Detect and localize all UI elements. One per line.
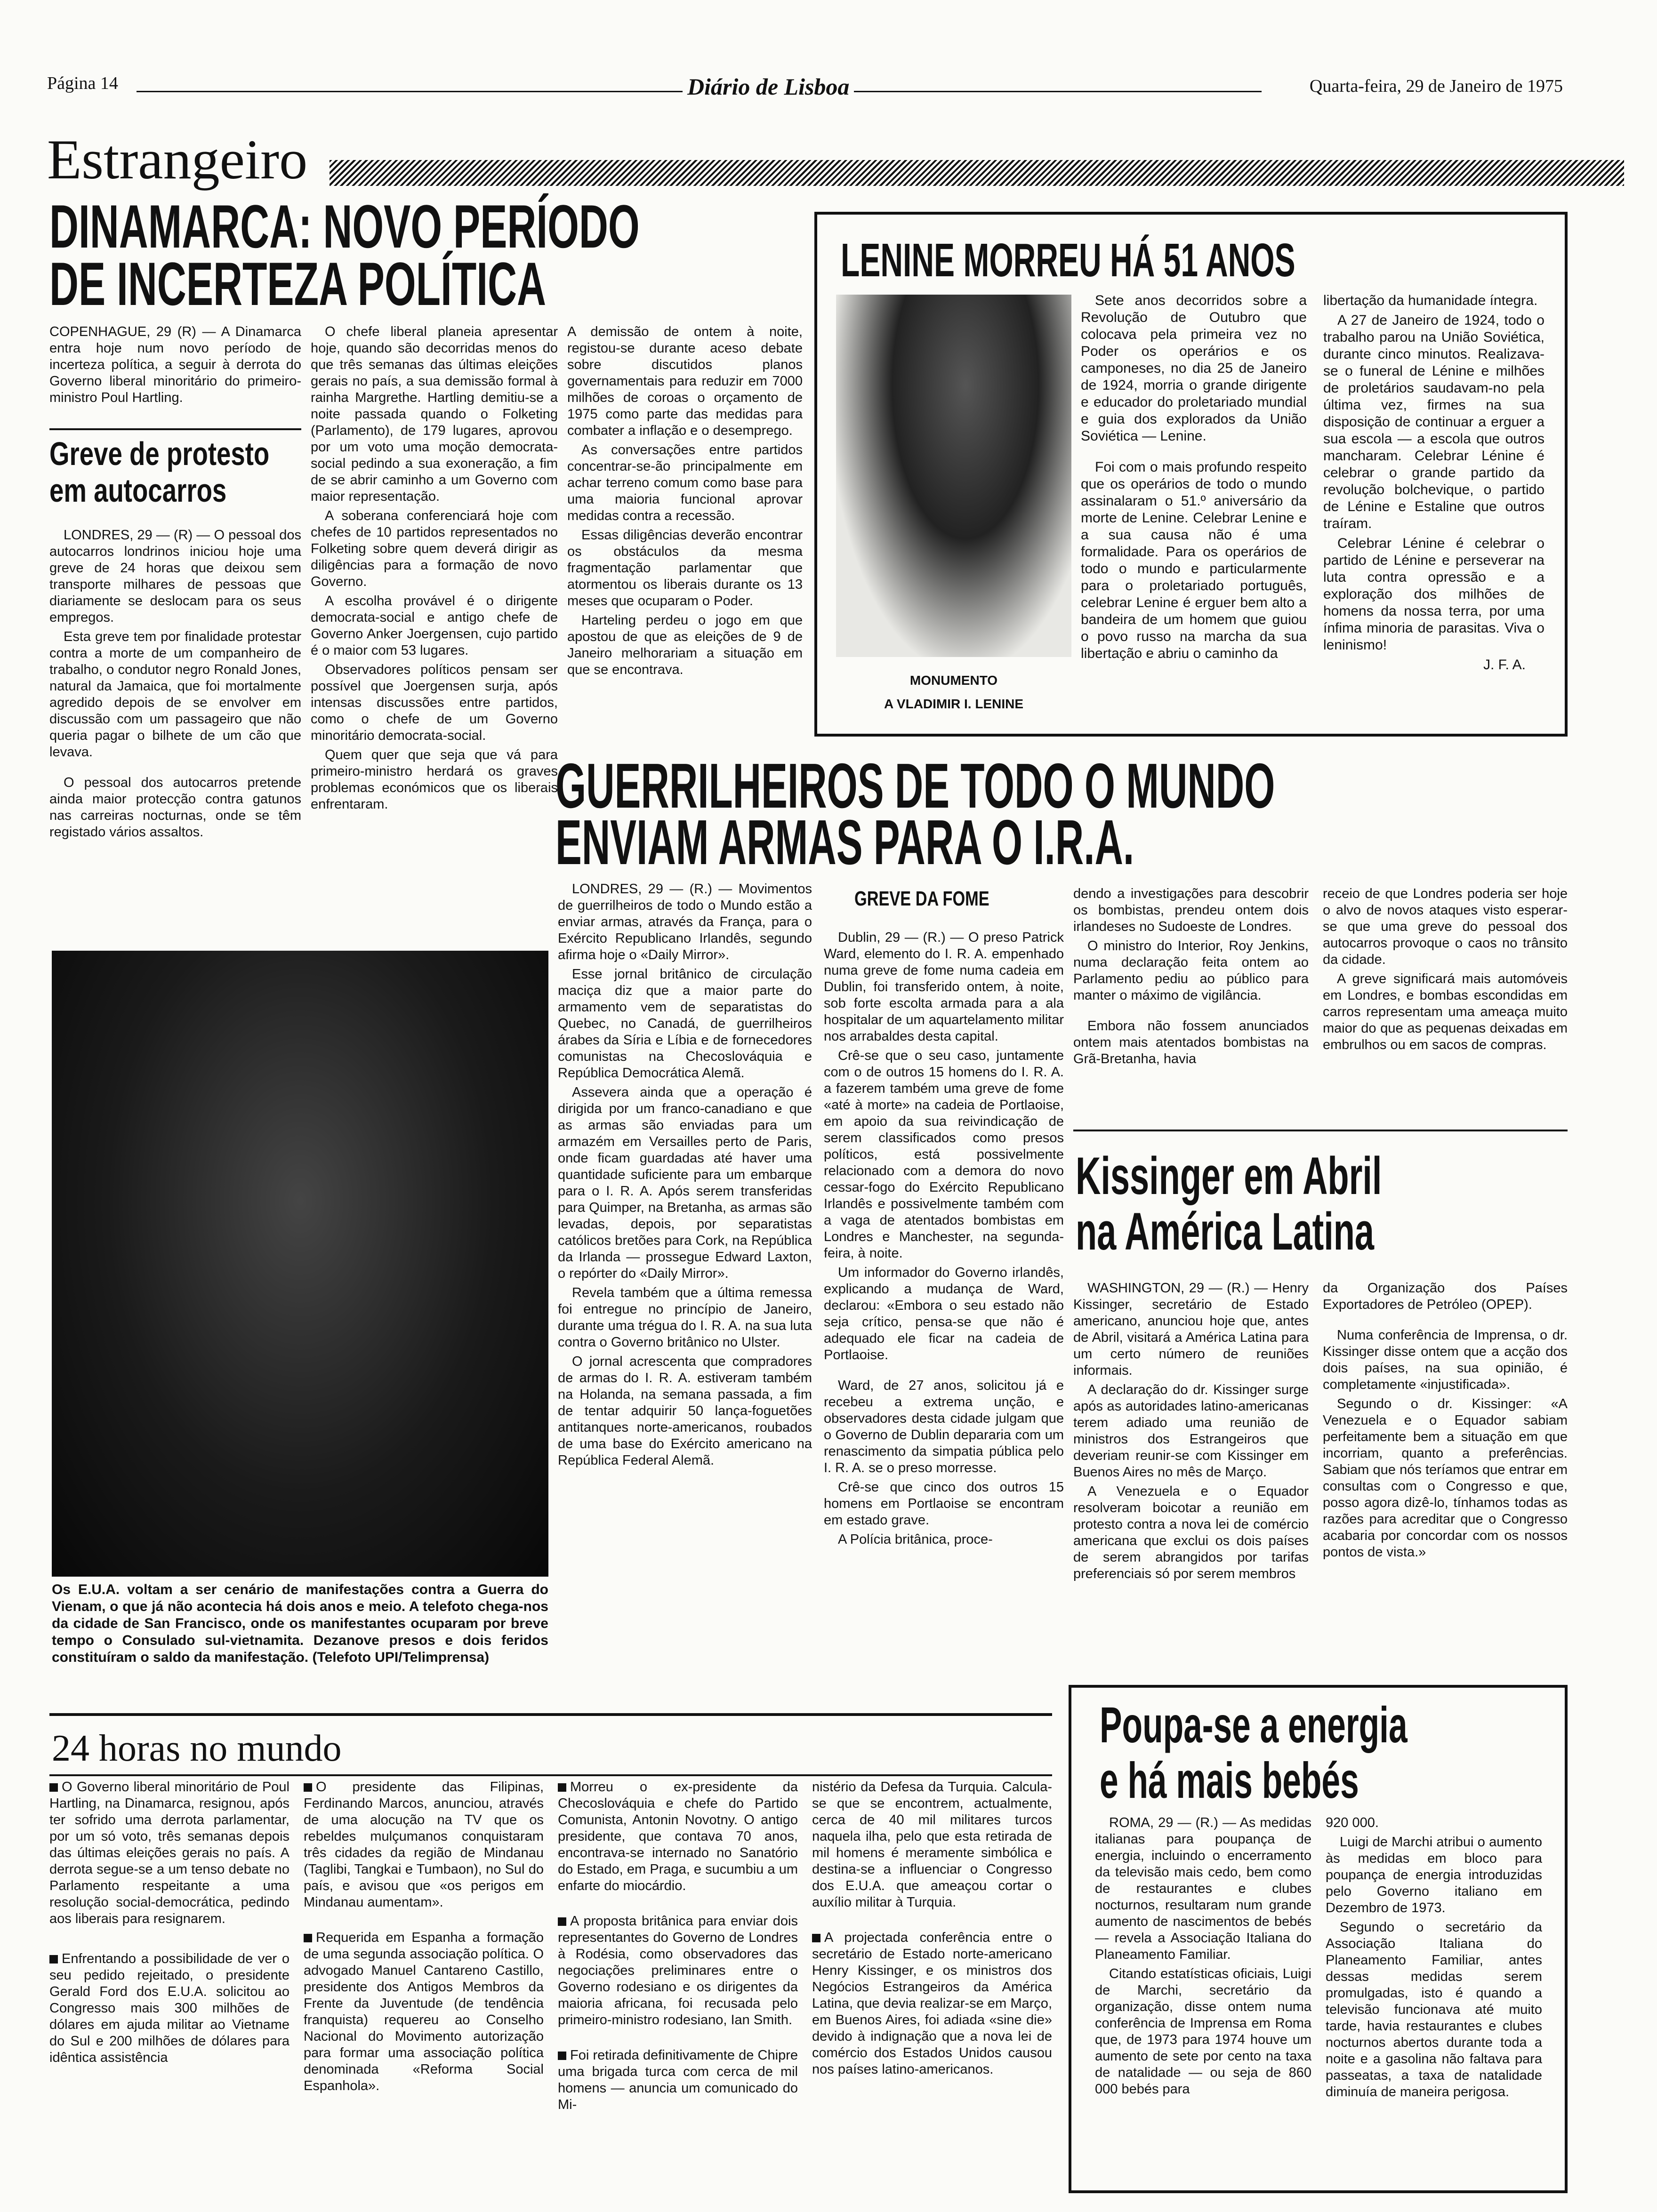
lenine-caption bbox=[836, 669, 1071, 716]
energia-c1b: Citando estatísticas oficiais, Luigi de Marchi, secretário da organização, disse ontem numa conferência de Imprensa em Roma que, de 1973 para 1974 houve um aumento de sete por cento na taxa de natalidade — ou seja de 860 000 bebés para bbox=[1095, 1966, 1311, 2097]
horas-item bbox=[49, 1951, 290, 2066]
guerrilheiros-c1d: Revela também que a última remessa foi entregue no princípio de Janeiro, durante uma trégua do I. R. A. na sua luta contra o Governo britânico no Ulster. bbox=[558, 1285, 812, 1350]
guerrilheiros-c4a: receio de que Londres poderia ser hoje o alvo de novos ataques visto esperar-se que uma greve do pessoal dos autocarros provoque o caos no trânsito da cidade. bbox=[1323, 886, 1568, 967]
guerrilheiros-c1a: LONDRES, 29 — (R.) — Movimentos de guerrilheiros de todo o Mundo estão a enviar armas, através da França, para o Exército Republicano Irlandês, segundo afirma hoje o «Daily Mirror». bbox=[558, 882, 812, 962]
kissinger-headline-line2: na América Latina bbox=[1076, 1202, 1375, 1261]
dinamarca-c2b: A soberana conferenciará hoje com chefes de 10 partidos representados no Folketing sobre quem deverá dirigir as diligências para a formação de novo Governo. bbox=[311, 508, 558, 589]
kissinger-col1 bbox=[1073, 1280, 1309, 1585]
horas-item bbox=[304, 1930, 544, 2094]
guerrilheiros-c3b: O ministro do Interior, Roy Jenkins, numa declaração feita ontem ao Parlamento pediu ao público para manter o máximo de vigilância. bbox=[1073, 938, 1309, 1003]
guerrilheiros-headline-line2: ENVIAM ARMAS PARA O I.R.A. bbox=[555, 807, 1134, 878]
guerrilheiros-c1c: Assevera ainda que a operação é dirigida por um franco-canadiano e que as armas são enviadas para um armazém em Versailles perto de Paris, onde ficam guardadas até haver uma quantidade suficiente para um embarque para o I. R. A. Após serem transferidas para Quimper, na Bretanha, as armas são levadas, depois, por separatistas católicos bretões para Cork, na República da Irlanda — prossegue Edward Laxton, o repórter do «Daily Mirror». bbox=[558, 1085, 812, 1281]
guerrilheiros-c2b: Crê-se que o seu caso, juntamente com o de outros 15 homens do I. R. A. a fazerem também uma greve de fome «até à morte» na cadeia de Portlaoise, em apoio da sua reivindicação de serem classificados como presos políticos, está possivelmente relacionado com a demora do novo cessar-fogo do Exército Republicano Irlandês e possivelmente também com a vaga de atentados bombistas em Londres e Manchester, na segunda-feira, à noite. bbox=[824, 1048, 1064, 1261]
dinamarca-col3 bbox=[567, 324, 803, 681]
divider bbox=[49, 1713, 1052, 1716]
bullet-icon bbox=[49, 1783, 58, 1792]
horas-item bbox=[558, 1913, 798, 2028]
guerrilheiros-col3 bbox=[1073, 886, 1309, 1070]
greve-body bbox=[49, 527, 301, 843]
greve-da-fome-subhead: GREVE DA FOME bbox=[854, 887, 989, 910]
bullet-icon bbox=[558, 2052, 566, 2060]
masthead: Diário de Lisboa bbox=[683, 73, 854, 100]
lenine-col1 bbox=[1081, 292, 1307, 665]
greve-headline-line2: em autocarros bbox=[49, 472, 227, 509]
guerrilheiros-c2d: Ward, de 27 anos, solicitou já e recebeu a extrema unção, e observadores desta cidade julgam que o Governo de Dublin depararia com um renascimento da simpatia pública pelo I. R. A. se o preso morresse. bbox=[824, 1378, 1064, 1475]
energia-box bbox=[1069, 1685, 1568, 2193]
energia-c2c: Segundo o secretário da Associação Italiana do Planeamento Familiar, antes dessas medidas serem promulgadas, isto é quando a televisão funcionava até muito tarde, havia restaurantes e clubes nocturnos abertos durante toda a noite e a gasolina não faltava para passeatas, a taxa de natalidade diminuía de maneira perigosa. bbox=[1326, 1920, 1542, 2100]
page-header bbox=[47, 73, 1563, 101]
horas-c3c: Foi retirada definitivamente de Chipre uma brigada turca com cerca de mil homens — anuncia um comunicado do Mi- bbox=[558, 2048, 798, 2112]
page-number: Página 14 bbox=[47, 73, 118, 93]
dinamarca-col2 bbox=[311, 324, 558, 816]
horas-col3 bbox=[558, 1779, 798, 2116]
guerrilheiros-c4b: A greve significará mais automóveis em Londres, e bombas escondidas em carros representam uma ameaça muito maior do que as pequenas deixadas em embrulhos ou em sacos de compras. bbox=[1323, 971, 1568, 1052]
lenine-caption-line2: A VLADIMIR I. LENINE bbox=[884, 697, 1024, 711]
horas-c3a: Morreu o ex-presidente da Checoslováquia e chefe do Partido Comunista, Antonin Novotny. O antigo presidente, que contava 70 anos, encontrava-se internado no Sanatório do Estado, em Praga, e sucumbiu a um enfarte do miocárdio. bbox=[558, 1779, 798, 1893]
greve-p2: Esta greve tem por finalidade protestar contra a morte de um companheiro de trabalho, o condutor negro Ronald Jones, natural da Jamaica, que foi mortalmente agredido depois de se envolver em discussão com um passageiro que não queria pagar o bilhete de um cão que levava. bbox=[49, 629, 301, 760]
greve-p1: LONDRES, 29 — (R) — O pessoal dos autocarros londrinos iniciou hoje uma greve de 24 horas que deixou sem transporte milhares de pessoas que diariamente se deslocam para os seus empregos. bbox=[49, 528, 301, 625]
lenine-c2a: libertação da humanidade íntegra. bbox=[1323, 293, 1538, 308]
lenine-c1b: Foi com o mais profundo respeito que os operários de todo o mundo assinalaram o 51.º aniversário da morte de Lenine. Celebrar Lenine e a sua causa não é uma formalidade. Para os operários de todo o mundo e particularmente para o proletariado português, celebrar Lenine é erguer bem alto a bandeira de um homem que guiou o povo russo na marcha da sua libertação e abriu o caminho da bbox=[1081, 459, 1307, 661]
guerrilheiros-c1b: Esse jornal britânico de circulação maciça diz que a maior parte do armamento vem de separatistas do Quebec, no Canadá, de guerrilheiros árabes da Síria e Líbia e de fornecedores comunistas na Checoslováquia e República Democrática Alemã. bbox=[558, 967, 812, 1081]
protest-photo-caption: Os E.U.A. voltam a ser cenário de manifestações contra a Guerra do Vienam, o que já não acontecia há dois anos e meio. A telefoto chega-nos da cidade de San Francisco, onde os manifestantes ocuparam por breve tempo o Consulado sul-vietnamita. Dezanove presos e dois feridos constituíram o saldo da manifestação. (Telefoto UPI/Telimprensa) bbox=[52, 1582, 548, 1665]
guerrilheiros-col2 bbox=[824, 930, 1064, 1551]
dinamarca-c3b: As conversações entre partidos concentrar-se-ão principalmente em achar terreno comum como base para uma maioria funcional aprovar medidas contra a recessão. bbox=[567, 442, 803, 523]
guerrilheiros-col1 bbox=[558, 881, 812, 1472]
guerrilheiros-c2f: A Polícia britânica, proce- bbox=[838, 1532, 993, 1547]
dinamarca-c2c: A escolha provável é o dirigente democrata-social e antigo chefe de Governo Anker Joergensen, cujo partido é o maior com 53 lugares. bbox=[311, 593, 558, 658]
lenine-c1a: Sete anos decorridos sobre a Revolução de Outubro que colocava pela primeira vez no Poder os operários e os camponeses, no dia 25 de Janeiro de 1924, morria o grande dirigente e educador do proletariado mundial e guia dos explorados da União Soviética — Lenine. bbox=[1081, 293, 1307, 444]
horas-title: 24 horas no mundo bbox=[52, 1728, 342, 1769]
kissinger-c2a: da Organização dos Países Exportadores de Petróleo (OPEP). bbox=[1323, 1281, 1568, 1312]
greve-headline-line1: Greve de protesto bbox=[49, 435, 270, 472]
bullet-icon bbox=[49, 1955, 58, 1964]
guerrilheiros-c3a: dendo a investigações para descobrir os bombistas, prendeu ontem dois irlandeses no Sudoeste de Londres. bbox=[1073, 886, 1309, 934]
guerrilheiros-c3c: Embora não fossem anunciados ontem mais atentados bombistas na Grã-Bretanha, havia bbox=[1073, 1018, 1309, 1066]
guerrilheiros-col4 bbox=[1323, 886, 1568, 1056]
greve-headline bbox=[49, 435, 306, 509]
lenine-col2 bbox=[1323, 292, 1544, 673]
divider bbox=[1073, 1130, 1568, 1131]
horas-col4 bbox=[812, 1779, 1052, 2081]
kissinger-c2c: Segundo o dr. Kissinger: «A Venezuela e o Equador sabiam perfeitamente bem a situação em que incorriam, quanto a preferências. Sabiam que nós teríamos que entrar em consultas com o Congresso e que, posso agora dizê-lo, tínhamos todas as razões para acreditar que o Congresso acabaria por concordar com os nossos pontos de vista.» bbox=[1323, 1396, 1568, 1560]
horas-c4a: nistério da Defesa da Turquia. Calcula-se que se encontrem, actualmente, cerca de 40 mil militares turcos naquela ilha, pelo que esta retirada de mil homens é meramente simbólica e destina-se a influenciar o Congresso dos E.U.A. que ameaçou cortar o auxílio militar à Turquia. bbox=[812, 1779, 1052, 1910]
dinamarca-headline-line2: DE INCERTEZA POLÍTICA bbox=[49, 249, 547, 318]
guerrilheiros-headline-line1: GUERRILHEIROS DE TODO O MUNDO bbox=[555, 750, 1275, 821]
horas-item bbox=[812, 1930, 1052, 2078]
guerrilheiros-c1e: O jornal acrescenta que compradores de armas do I. R. A. estiveram também na Holanda, na semana passada, a fim de tentar adquirir 50 lança-foguetões antitanques norte-americanos, roubados de uma base do Exército americano na República Federal Alemã. bbox=[558, 1354, 812, 1468]
energia-c1a: ROMA, 29 — (R.) — As medidas italianas para poupança de energia, incluindo o encerramento da televisão mais cedo, bem como de restaurantes e clubes nocturnos, resultaram num grande aumento de nascimentos de bebés — revela a Associação Italiana do Planeamento Familiar. bbox=[1095, 1815, 1311, 1962]
bullet-icon bbox=[812, 1934, 820, 1942]
energia-headline bbox=[1100, 1697, 1408, 1808]
bullet-icon bbox=[304, 1783, 312, 1792]
horas-item bbox=[558, 2047, 798, 2113]
horas-col1 bbox=[49, 1779, 290, 2069]
dinamarca-c3a: A demissão de ontem à noite, registou-se durante aceso debate sobre discutidos planos governamentais para reduzir em 7000 milhões de coroas o orçamento de 1975 como parte das medidas para combater a inflação e o desemprego. bbox=[567, 324, 803, 438]
bullet-icon bbox=[304, 1934, 312, 1942]
dinamarca-c2d: Observadores políticos pensam ser possível que Joergensen surja, após intensas discussões entre partidos, como o chefe de um Governo minoritário democrata-social. bbox=[311, 662, 558, 743]
horas-item bbox=[49, 1779, 290, 1927]
energia-c2b: Luigi de Marchi atribui o aumento às medidas em bloco para poupança de energia introduzidas pelo Governo italiano em Dezembro de 1973. bbox=[1326, 1835, 1542, 1915]
horas-c1b: Enfrentando a possibilidade de ver o seu pedido rejeitado, o presidente Gerald Ford dos E.U.A. solicitou ao Congresso mais 300 milhões de dólares em ajuda militar ao Vietname do Sul e 200 milhões de dólares para idêntica assistência bbox=[49, 1951, 290, 2065]
lenine-headline: LENINE MORREU HÁ 51 ANOS bbox=[841, 234, 1295, 287]
horas-col2 bbox=[304, 1779, 544, 2097]
horas-item bbox=[304, 1779, 544, 1911]
section-hatch bbox=[330, 160, 1624, 186]
horas-c3b: A proposta britânica para enviar dois representantes do Governo de Londres à Rodésia, como observadores das negociações preliminares entre o Governo rodesiano e os dirigentes da maioria africana, foi recusada pelo primeiro-ministro rodesiano, Ian Smith. bbox=[558, 1914, 798, 2028]
dinamarca-headline bbox=[49, 192, 764, 318]
guerrilheiros-c2a: Dublin, 29 — (R.) — O preso Patrick Ward, elemento do I. R. A. empenhado numa greve de fome numa cadeia em Dublin, foi transferido ontem, à noite, sob forte escolta armada para a ala hospitalar de um aquartelamento militar nos arrabaldes desta capital. bbox=[824, 930, 1064, 1044]
horas-c1a: O Governo liberal minoritário de Poul Hartling, na Dinamarca, resignou, após ter sofrido uma derrota parlamentar, por um só voto, três semanas depois das últimas eleições gerais no país. A derrota segue-se a um tenso debate no Parlamento respeitante a uma resolução social-democrática, pedindo aos liberais para resignarem. bbox=[49, 1779, 290, 1926]
dinamarca-c3d: Harteling perdeu o jogo em que apostou de que as eleições de 9 de Janeiro melhorariam a situação em que se encontrava. bbox=[567, 613, 803, 677]
energia-col1 bbox=[1095, 1815, 1311, 2100]
energia-headline-line2: e há mais bebés bbox=[1100, 1752, 1359, 1809]
guerrilheiros-headline bbox=[555, 750, 1275, 878]
lenine-signature: J. F. A. bbox=[1483, 657, 1526, 673]
issue-date: Quarta-feira, 29 de Janeiro de 1975 bbox=[1309, 76, 1563, 96]
kissinger-headline-line1: Kissinger em Abril bbox=[1076, 1146, 1382, 1205]
energia-col2 bbox=[1326, 1815, 1542, 2103]
kissinger-c1b: A declaração do dr. Kissinger surge após as autoridades latino-americanas terem adiado uma reunião de ministros dos Estrangeiros que deveriam reunir-se com Kissinger em Buenos Aires no mês de Março. bbox=[1073, 1382, 1309, 1480]
divider bbox=[49, 1774, 1052, 1776]
lenine-caption-line1: MONUMENTO bbox=[909, 673, 998, 688]
kissinger-col2 bbox=[1323, 1280, 1568, 1563]
kissinger-c1a: WASHINGTON, 29 — (R.) — Henry Kissinger, secretário de Estado americano, anunciou hoje que, antes de Abril, visitará a América Latina para um certo número de reuniões informais. bbox=[1073, 1281, 1309, 1378]
lenine-c2c: Celebrar Lénine é celebrar o partido de Lénine e perseverar na luta contra opressão e a exploração dos milhões de homens da nossa terra, por uma ínfima minoria de parasitas. Viva o leninismo! bbox=[1323, 536, 1544, 653]
guerrilheiros-c2e: Crê-se que cinco dos outros 15 homens em Portlaoise se encontram em estado grave. bbox=[824, 1480, 1064, 1528]
protest-photo bbox=[52, 951, 548, 1577]
kissinger-c1c: A Venezuela e o Equador resolveram boicotar a reunião em protesto contra a nova lei de comércio americana que exclui os dois países de serem abrangidos por tarifas preferenciais só por serem membros bbox=[1073, 1484, 1309, 1581]
dinamarca-lead: COPENHAGUE, 29 (R) — A Dinamarca entra hoje num novo período de incerteza política, a seguir à derrota do Governo liberal minoritário do primeiro-ministro Poul Hartling. bbox=[49, 324, 301, 405]
lenine-box bbox=[814, 212, 1568, 737]
divider bbox=[49, 428, 301, 430]
bullet-icon bbox=[558, 1783, 566, 1792]
bullet-icon bbox=[558, 1917, 566, 1926]
lenine-monument-photo bbox=[836, 295, 1071, 657]
dinamarca-c3c: Essas diligências deverão encontrar os obstáculos da mesma fragmentação parlamentar que atormentou os liberais durante os 13 meses que ocuparam o Poder. bbox=[567, 528, 803, 609]
guerrilheiros-c2c: Um informador do Governo irlandês, explicando a mudança de Ward, declarou: «Embora o seu estado não seja crítico, pensa-se que não é adequado ele ficar na cadeia de Portlaoise. bbox=[824, 1265, 1064, 1362]
dinamarca-c2e: Quem quer que seja que vá para primeiro-ministro herdará os graves problemas económicos que os liberais enfrentaram. bbox=[311, 747, 558, 812]
section-title: Estrangeiro bbox=[47, 128, 308, 191]
energia-headline-line1: Poupa-se a energia bbox=[1100, 1696, 1408, 1753]
horas-c4b: A projectada conferência entre o secretário de Estado norte-americano Henry Kissinger, e os ministros dos Negócios Estrangeiros da América Latina, que devia realizar-se em Março, em Buenos Aires, foi adiada «sine die» devido à indignação que a nova lei de comércio dos Estados Unidos causou nos países latino-americanos. bbox=[812, 1930, 1052, 2077]
dinamarca-col1 bbox=[49, 324, 301, 409]
kissinger-headline bbox=[1076, 1148, 1382, 1259]
dinamarca-headline-line1: DINAMARCA: NOVO PERÍODO bbox=[49, 192, 640, 261]
greve-p3: O pessoal dos autocarros pretende ainda maior protecção contra gatunos nas carreiras nocturnas, onde se têm registado vários assaltos. bbox=[49, 775, 301, 840]
kissinger-c2b: Numa conferência de Imprensa, o dr. Kissinger disse ontem que a acção dos dois países, na sua opinião, é completamente «injustificada». bbox=[1323, 1328, 1568, 1392]
horas-c2a: O presidente das Filipinas, Ferdinando Marcos, anunciou, através de uma alocução na TV que os rebeldes mulçumanos conquistaram três cidades da região de Mindanau (Taglibi, Tangkai e Tumbaon), no Sul do país, e avisou que «os perigos em Mindanau aumentam». bbox=[304, 1779, 544, 1910]
dinamarca-c2a: O chefe liberal planeia apresentar hoje, quando são decorridas menos do que três semanas das últimas eleições gerais no país, a sua demissão formal à rainha Margrethe. Hartling demitiu-se a noite passada quando o Folketing (Parlamento), de 179 lugares, aprovou por um voto uma moção democrata-social pedindo a sua exoneração, a fim de se abrir caminho a um Governo com maior representação. bbox=[311, 324, 558, 504]
horas-c2b: Requerida em Espanha a formação de uma segunda associação política. O advogado Manuel Cantareno Castillo, presidente dos Antigos Membros da Frente da Juventude (de tendência franquista) requereu ao Conselho Nacional do Movimento autorização para formar uma associação política denominada «Reforma Social Espanhola». bbox=[304, 1930, 544, 2093]
lenine-c2b: A 27 de Janeiro de 1924, todo o trabalho parou na União Soviética, durante cinco minutos. Realizava-se o funeral de Lénine e milhões de proletários saudavam-no pela última vez, firmes na sua disposição de continuar a erguer a sua escola — a escola que outros mancharam. Celebrar Lénine é celebrar o grande partido da revolução bolchevique, o partido de Lénine e Estaline que outros traíram. bbox=[1323, 313, 1544, 531]
horas-item bbox=[558, 1779, 798, 1894]
energia-c2a: 920 000. bbox=[1326, 1815, 1379, 1830]
